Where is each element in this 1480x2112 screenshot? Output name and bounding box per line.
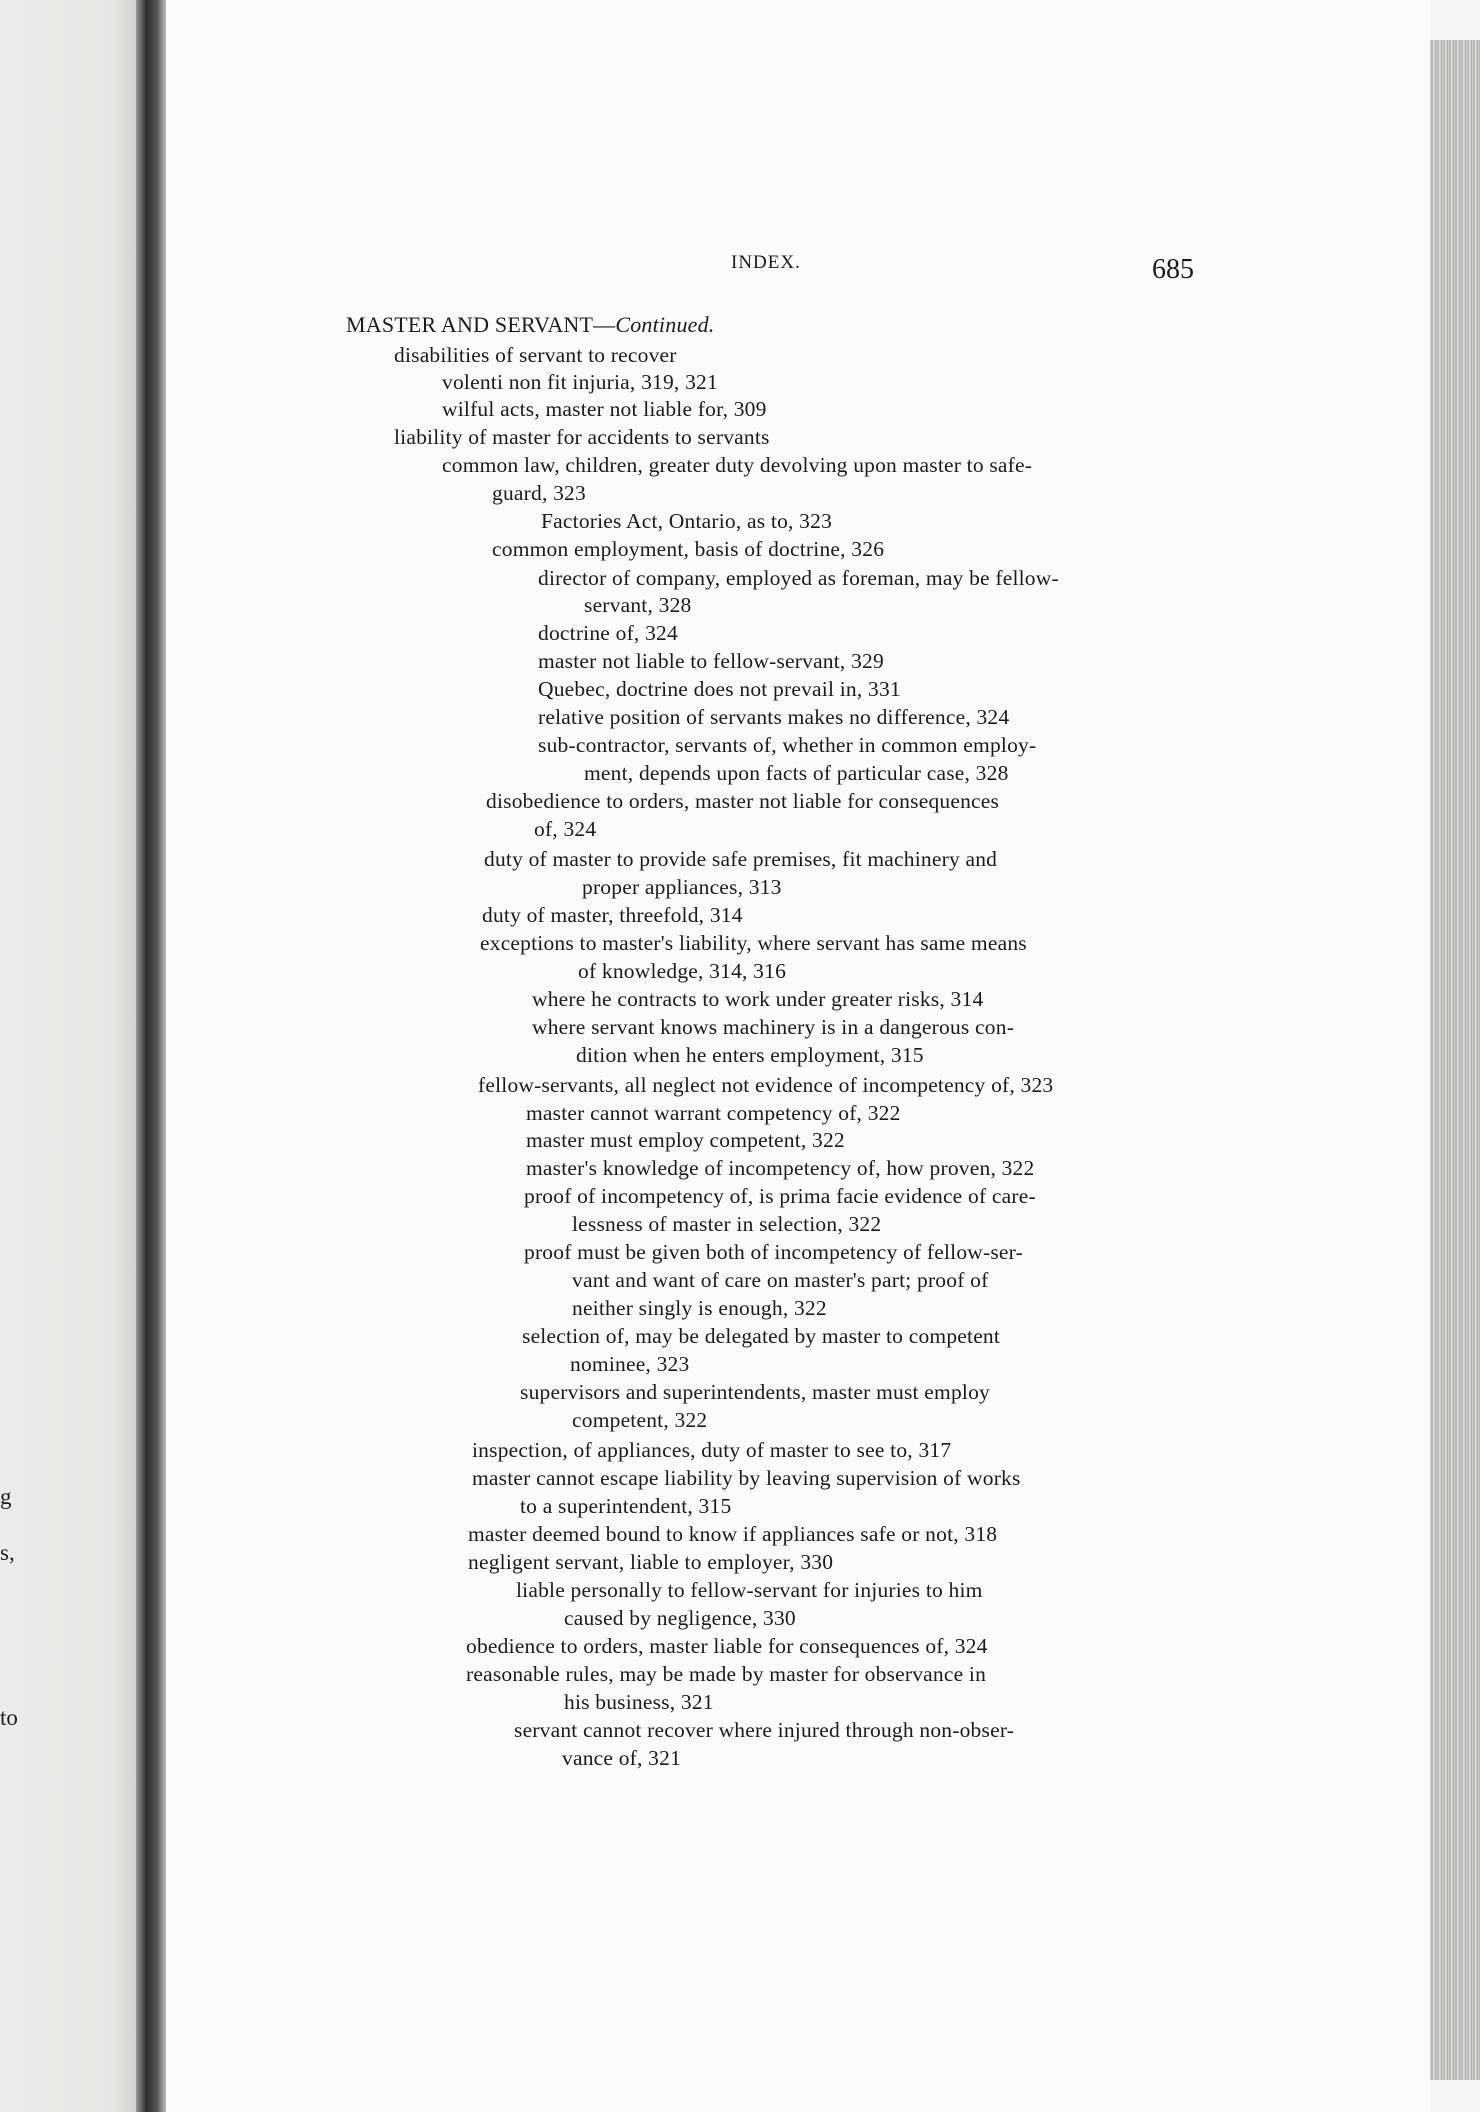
index-line: ment, depends upon facts of particular case, 328 (584, 761, 1009, 785)
index-line: disobedience to orders, master not liable for consequences (486, 789, 1000, 813)
index-line: servant, 328 (584, 593, 692, 617)
index-line: disabilities of servant to recover (394, 343, 677, 367)
left-margin-fragment: s, (0, 1540, 15, 1565)
index-line: relative position of servants makes no difference, 324 (538, 705, 1010, 729)
index-line: of knowledge, 314, 316 (578, 959, 787, 983)
index-line: supervisors and superintendents, master must employ (520, 1380, 990, 1404)
index-line: to a superintendent, 315 (520, 1494, 732, 1518)
index-line: Factories Act, Ontario, as to, 323 (541, 509, 833, 533)
index-line: fellow-servants, all neglect not evidence of incompetency of, 323 (478, 1073, 1054, 1097)
index-line: duty of master to provide safe premises, fit machinery and (484, 847, 998, 871)
index-line: master not liable to fellow-servant, 329 (538, 649, 884, 673)
index-line: competent, 322 (572, 1408, 708, 1432)
index-line: guard, 323 (492, 481, 586, 505)
index-line: master's knowledge of incompetency of, how proven, 322 (526, 1156, 1035, 1180)
entry-heading (346, 312, 715, 338)
left-margin-fragment: to (0, 1705, 18, 1730)
running-head: INDEX. (731, 252, 801, 273)
page-stack-edge (1430, 40, 1480, 2080)
index-line: vance of, 321 (562, 1746, 682, 1770)
index-line: nominee, 323 (570, 1352, 690, 1376)
index-line: liability of master for accidents to servants (394, 425, 770, 449)
index-line: Quebec, doctrine does not prevail in, 331 (538, 677, 901, 701)
index-line: servant cannot recover where injured through non-obser- (514, 1718, 1015, 1742)
index-line: common employment, basis of doctrine, 326 (492, 537, 885, 561)
index-line: master cannot warrant competency of, 322 (526, 1101, 901, 1125)
index-line: master deemed bound to know if appliances safe or not, 318 (468, 1522, 998, 1546)
left-margin-fragment: g (0, 1484, 12, 1509)
index-line: dition when he enters employment, 315 (576, 1043, 924, 1067)
index-line: vant and want of care on master's part; proof of (572, 1268, 989, 1292)
index-line: inspection, of appliances, duty of master to see to, 317 (472, 1438, 952, 1462)
index-line: master cannot escape liability by leaving supervision of works (472, 1466, 1021, 1490)
index-line: neither singly is enough, 322 (572, 1296, 827, 1320)
index-line: proof must be given both of incompetency of fellow-ser- (524, 1240, 1023, 1264)
index-line: director of company, employed as foreman, may be fellow- (538, 566, 1059, 590)
index-line: common law, children, greater duty devolving upon master to safe- (442, 453, 1033, 477)
index-line: duty of master, threefold, 314 (482, 903, 743, 927)
index-line: wilful acts, master not liable for, 309 (442, 397, 767, 421)
book-gutter (136, 0, 166, 2112)
heading-continued: Continued. (615, 312, 715, 337)
index-line: his business, 321 (564, 1690, 714, 1714)
index-line: reasonable rules, may be made by master for observance in (466, 1662, 987, 1686)
index-line: sub-contractor, servants of, whether in common employ- (538, 733, 1037, 757)
index-line: obedience to orders, master liable for consequences of, 324 (466, 1634, 988, 1658)
index-line: liable personally to fellow-servant for injuries to him (516, 1578, 983, 1602)
index-line: proof of incompetency of, is prima facie evidence of care- (524, 1184, 1036, 1208)
index-line: negligent servant, liable to employer, 330 (468, 1550, 834, 1574)
heading-title: MASTER AND SERVANT— (346, 312, 616, 337)
index-line: doctrine of, 324 (538, 621, 678, 645)
index-line: volenti non fit injuria, 319, 321 (442, 370, 718, 394)
index-line: caused by negligence, 330 (564, 1606, 796, 1630)
index-line: where he contracts to work under greater risks, 314 (532, 987, 984, 1011)
index-line: proper appliances, 313 (582, 875, 782, 899)
index-line: lessness of master in selection, 322 (572, 1212, 882, 1236)
index-line: of, 324 (534, 817, 597, 841)
index-line: master must employ competent, 322 (526, 1128, 845, 1152)
left-page-edge (0, 0, 140, 2112)
index-line: exceptions to master's liability, where servant has same means (480, 931, 1027, 955)
index-line: selection of, may be delegated by master to competent (522, 1324, 1001, 1348)
page-number: 685 (1152, 254, 1194, 285)
index-line: where servant knows machinery is in a dangerous con- (532, 1015, 1015, 1039)
